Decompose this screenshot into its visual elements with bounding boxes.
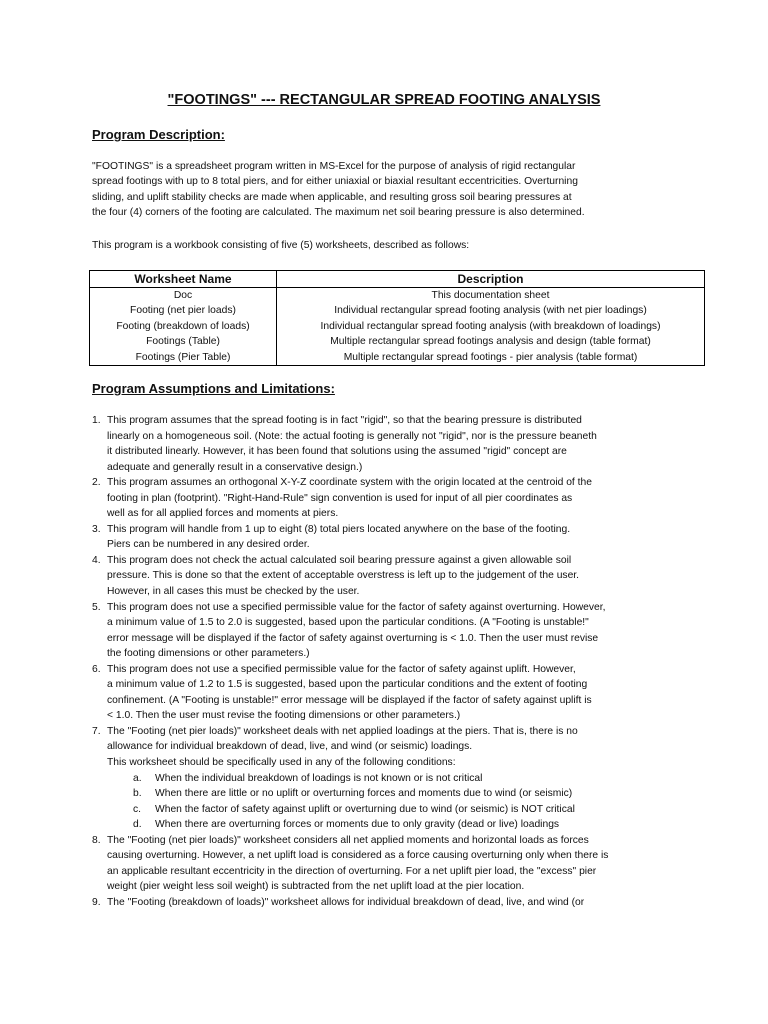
list-item [92,413,692,475]
sub-item-text: When the individual breakdown of loadings is not known or is not critical [155,772,483,784]
item-number: 6. [92,663,101,675]
sub-item-text: When the factor of safety against uplift or overturning due to wind (or seismic) is NOT critical [155,803,575,815]
table-row [90,303,705,318]
worksheet-name-cell: Footing (breakdown of loads) [90,319,277,334]
worksheet-name-cell: Footings (Pier Table) [90,350,277,366]
list-item [92,895,692,911]
column-header-worksheet-name: Worksheet Name [90,271,277,288]
paragraph-line: spread footings with up to 8 total piers, and for either uniaxial or biaxial resultant eccentricities. Overturning [92,176,578,188]
table-row [90,350,705,366]
item-line: < 1.0. Then the user must revise the footing dimensions or other parameters.) [107,710,461,722]
item-line: This program assumes that the spread footing is in fact "rigid", so that the bearing pressure is distributed [107,415,582,426]
list-item [92,553,692,600]
list-item [92,662,692,724]
item-line: This worksheet should be specifically used in any of the following conditions: [107,757,456,769]
worksheet-name-cell: Footings (Table) [90,334,277,349]
paragraph-line: sliding, and uplift stability checks are made when applicable, and resulting gross soil bearing pressures at [92,191,572,203]
assumptions-heading: Program Assumptions and Limitations: [92,381,335,396]
sub-item-letter: c. [133,803,142,815]
item-line: This program does not check the actual calculated soil bearing pressure against a given allowable soil [107,554,572,566]
item-line: the footing dimensions or other parameters.) [107,648,310,660]
sub-list-item [92,817,692,833]
sub-item-letter: a. [133,772,142,784]
item-line: Piers can be numbered in any desired order. [107,539,310,551]
item-line: This program assumes an orthogonal X-Y-Z coordinate system with the origin located at the centroid of the [107,477,592,489]
item-number: 1. [92,415,101,426]
paragraph-line: This program is a workbook consisting of five (5) worksheets, described as follows: [92,240,470,251]
item-number: 2. [92,477,101,489]
column-header-description: Description [277,271,705,288]
paragraph-line: the four (4) corners of the footing are calculated. The maximum net soil bearing pressure is also determined. [92,206,585,218]
item-line: a minimum value of 1.5 to 2.0 is suggested, based upon the particular conditions. (A "Footing is unstable!" [107,617,589,629]
item-number: 8. [92,834,101,846]
item-line: This program does not use a specified permissible value for the factor of safety against uplift. However, [107,663,576,675]
item-line: it distributed linearly. However, it has been found that solutions using the assumed "rigid" concept are [107,446,567,458]
item-line: weight (pier weight less soil weight) is subtracted from the net uplift load at the pier location. [107,881,525,893]
worksheet-description-cell: Multiple rectangular spread footings analysis and design (table format) [277,334,705,349]
item-line: error message will be displayed if the factor of safety against overturning is < 1.0. Then the user must revise [107,632,599,644]
item-line: pressure. This is done so that the extent of acceptable overstress is left up to the judgement of the user. [107,570,580,582]
item-line: footing in plan (footprint). "Right-Hand-Rule" sign convention is used for input of all pier coordinates as [107,492,573,504]
worksheet-table [89,270,705,366]
item-number: 7. [92,725,101,737]
item-line: causing overturning. However, a net uplift load is considered as a force causing overturning only when there is [107,850,609,862]
sub-item-letter: d. [133,819,142,831]
item-number: 9. [92,896,101,908]
item-number: 5. [92,601,101,613]
worksheet-description-cell: Individual rectangular spread footing analysis (with breakdown of loadings) [277,319,705,334]
sub-list-item [92,786,692,802]
item-line: The "Footing (breakdown of loads)" worksheet allows for individual breakdown of dead, live, and wind (or [107,896,585,908]
list-item [92,724,692,771]
sub-item-text: When there are little or no uplift or overturning forces and moments due to wind (or seismic) [155,788,573,800]
sub-list-item [92,771,692,787]
item-line: a minimum value of 1.2 to 1.5 is suggested, based upon the particular conditions and the extent of footing [107,679,588,691]
item-line: linearly on a homogeneous soil. (Note: the actual footing is generally not "rigid", nor is the pressure beaneth [107,430,597,442]
assumptions-list [92,413,692,911]
item-line: adequate and generally result in a conservative design.) [107,461,363,473]
item-line: This program does not use a specified permissible value for the factor of safety against overturning. However, [107,601,606,613]
item-line: However, in all cases this must be checked by the user. [107,586,360,598]
sub-list-item [92,802,692,818]
table-header-row [90,271,705,288]
workbook-intro-paragraph [92,238,682,253]
table-row [90,334,705,349]
document-title: "FOOTINGS" --- RECTANGULAR SPREAD FOOTING ANALYSIS [167,92,601,108]
worksheet-name-cell: Footing (net pier loads) [90,303,277,318]
description-paragraph [92,159,682,220]
program-description-heading: Program Description: [92,127,225,142]
worksheet-description-cell: Multiple rectangular spread footings - pier analysis (table format) [277,350,705,366]
item-line: The "Footing (net pier loads)" worksheet deals with net applied loadings at the piers. That is, there is no [107,725,578,737]
sub-item-text: When there are overturning forces or moments due to only gravity (dead or live) loadings [155,819,560,831]
item-line: well as for all applied forces and moments at piers. [107,508,339,520]
item-line: an applicable resultant eccentricity in the direction of overturning. For a net uplift pier load, the "excess" pier [107,865,597,877]
list-item [92,475,692,522]
table-row [90,319,705,334]
item-line: This program will handle from 1 up to eight (8) total piers located anywhere on the base of the footing. [107,523,571,535]
sub-item-letter: b. [133,788,142,800]
list-item [92,600,692,662]
table-row [90,288,705,304]
list-item [92,522,692,553]
worksheet-description-cell: Individual rectangular spread footing analysis (with net pier loadings) [277,303,705,318]
item-number: 3. [92,523,101,535]
list-item [92,833,692,895]
worksheet-name-cell: Doc [90,288,277,304]
item-line: confinement. (A "Footing is unstable!" error message will be displayed if the factor of safety against uplift is [107,694,592,706]
paragraph-line: "FOOTINGS" is a spreadsheet program written in MS-Excel for the purpose of analysis of rigid rectangular [92,161,576,172]
item-number: 4. [92,554,101,566]
worksheet-description-cell: This documentation sheet [277,288,705,304]
item-line: allowance for individual breakdown of dead, live, and wind (or seismic) loadings. [107,741,473,753]
item-line: The "Footing (net pier loads)" worksheet considers all net applied moments and horizontal loads as forces [107,834,589,846]
